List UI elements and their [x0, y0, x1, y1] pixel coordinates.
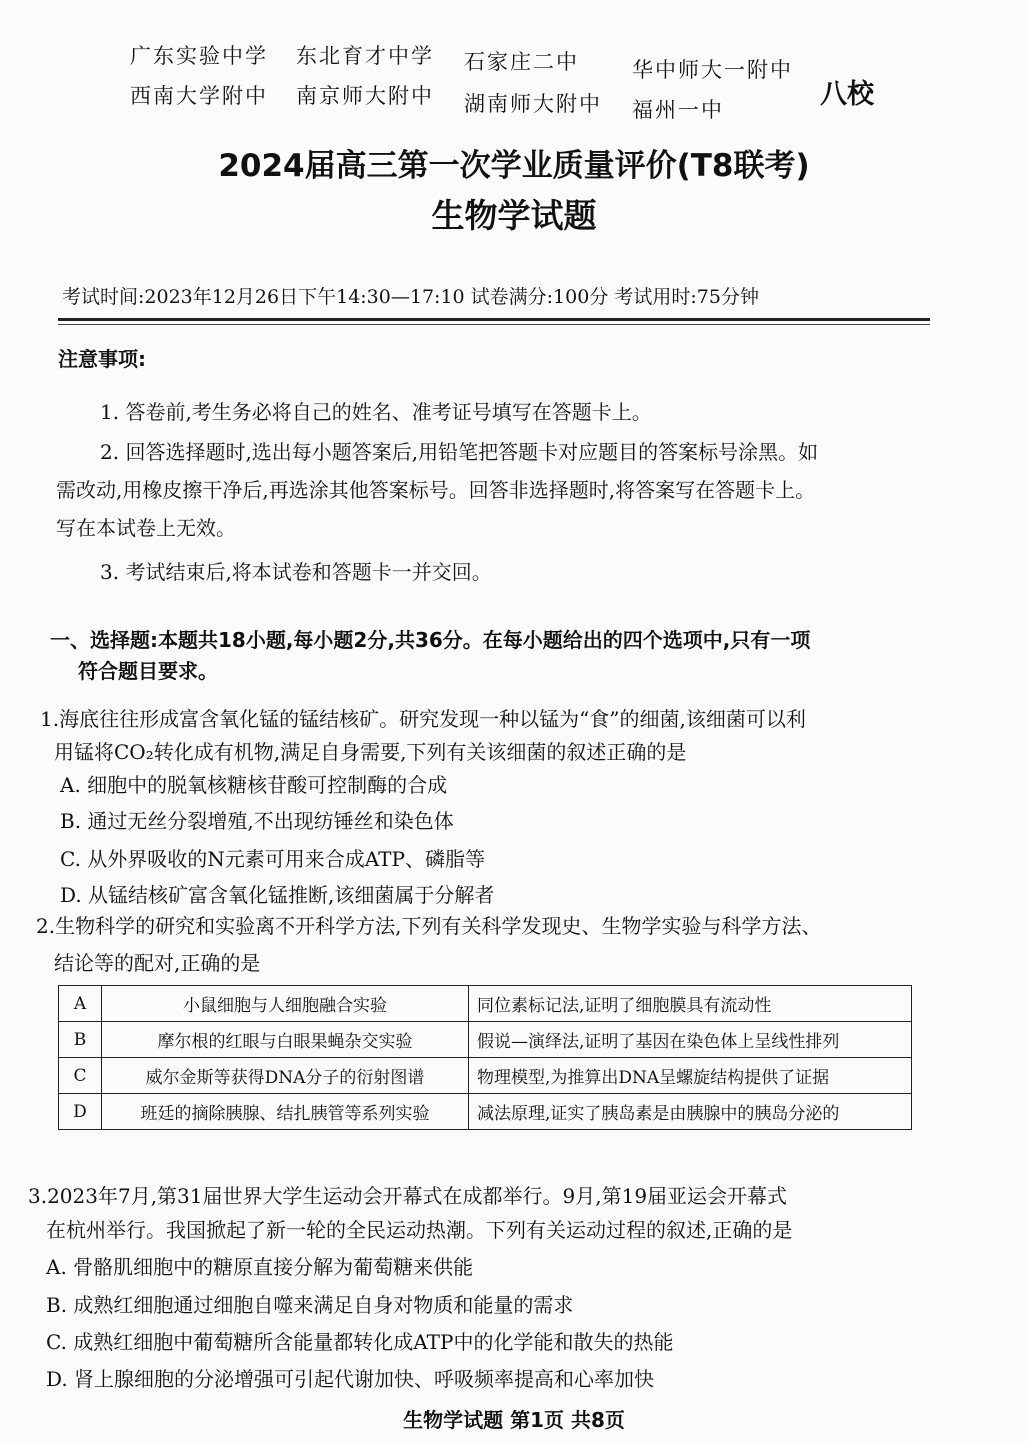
- option-letter: B: [59, 1022, 102, 1058]
- table-row: [59, 1058, 912, 1094]
- experiment-cell: 小鼠细胞与人细胞融合实验: [102, 986, 469, 1022]
- experiment-cell: 威尔金斯等获得DNA分子的衍射图谱: [102, 1058, 469, 1094]
- answer-option: B. 成熟红细胞通过细胞自噬来满足自身对物质和能量的需求: [46, 1293, 574, 1317]
- option-letter: C: [59, 1058, 102, 1094]
- question-stem: 3.2023年7月,第31届世界大学生运动会开幕式在成都举行。9月,第19届亚运会开幕式: [28, 1184, 788, 1208]
- school-name: 石家庄二中: [464, 50, 579, 74]
- notice-item: 写在本试卷上无效。: [56, 516, 236, 540]
- answer-option: C. 成熟红细胞中葡萄糖所含能量都转化成ATP中的化学能和散失的热能: [46, 1330, 674, 1354]
- school-name: 湖南师大附中: [464, 92, 602, 116]
- question-stem: 在杭州举行。我国掀起了新一轮的全民运动热潮。下列有关运动过程的叙述,正确的是: [46, 1218, 793, 1242]
- answer-option: B. 通过无丝分裂增殖,不出现纺锤丝和染色体: [60, 809, 454, 833]
- exam-info: 考试时间:2023年12月26日下午14:30—17:10 试卷满分:100分 考试用时:75分钟: [62, 286, 759, 308]
- q2-table: [58, 985, 912, 1130]
- experiment-cell: 摩尔根的红眼与白眼果蝇杂交实验: [102, 1022, 469, 1058]
- school-name: 西南大学附中: [130, 84, 268, 108]
- answer-option: A. 骨骼肌细胞中的糖原直接分解为葡萄糖来供能: [46, 1255, 474, 1279]
- question-stem: 结论等的配对,正确的是: [54, 951, 261, 975]
- question-stem: 1.海底往往形成富含氧化锰的锰结核矿。研究发现一种以锰为“食”的细菌,该细菌可以利: [40, 707, 806, 731]
- answer-option: C. 从外界吸收的N元素可用来合成ATP、磷脂等: [60, 847, 485, 871]
- notice-item: 2. 回答选择题时,选出每小题答案后,用铅笔把答题卡对应题目的答案标号涂黑。如: [100, 440, 819, 464]
- method-cell: 假说—演绎法,证明了基因在染色体上呈线性排列: [469, 1022, 912, 1058]
- option-letter: A: [59, 986, 102, 1022]
- notice-item: 3. 考试结束后,将本试卷和答题卡一并交回。: [100, 560, 492, 584]
- section-heading-cont: 符合题目要求。: [78, 659, 218, 683]
- answer-option: D. 从锰结核矿富含氧化锰推断,该细菌属于分解者: [60, 883, 495, 907]
- school-name: 广东实验中学: [130, 44, 268, 68]
- question-stem: 用锰将CO₂转化成有机物,满足自身需要,下列有关该细菌的叙述正确的是: [54, 740, 687, 764]
- page-footer: 生物学试题 第1页 共8页: [403, 1408, 625, 1432]
- method-cell: 减法原理,证实了胰岛素是由胰腺中的胰岛分泌的: [469, 1094, 912, 1130]
- method-cell: 物理模型,为推算出DNA呈螺旋结构提供了证据: [469, 1058, 912, 1094]
- school-name: 南京师大附中: [296, 84, 434, 108]
- table-row: [59, 986, 912, 1022]
- notice-item: 1. 答卷前,考生务必将自己的姓名、准考证号填写在答题卡上。: [100, 400, 652, 424]
- answer-option: D. 肾上腺细胞的分泌增强可引起代谢加快、呼吸频率提高和心率加快: [46, 1367, 655, 1391]
- eight-schools-badge: 八校: [820, 79, 874, 110]
- method-cell: 同位素标记法,证明了细胞膜具有流动性: [469, 986, 912, 1022]
- experiment-cell: 班廷的摘除胰腺、结扎胰管等系列实验: [102, 1094, 469, 1130]
- header-rule: [58, 318, 930, 321]
- table-row: [59, 1022, 912, 1058]
- notice-heading: 注意事项:: [58, 347, 146, 371]
- notice-item: 需改动,用橡皮擦干净后,再选涂其他答案标号。回答非选择题时,将答案写在答题卡上。: [56, 478, 816, 502]
- exam-title: 2024届高三第一次学业质量评价(T8联考): [218, 148, 810, 184]
- header-rule-thin: [58, 324, 930, 325]
- question-stem: 2.生物科学的研究和实验离不开科学方法,下列有关科学发现史、生物学实验与科学方法、: [36, 914, 822, 938]
- school-name: 东北育才中学: [296, 44, 434, 68]
- school-name: 华中师大一附中: [632, 58, 793, 82]
- option-letter: D: [59, 1094, 102, 1130]
- answer-option: A. 细胞中的脱氧核糖核苷酸可控制酶的合成: [60, 773, 448, 797]
- exam-subtitle: 生物学试题: [431, 196, 597, 235]
- school-name: 福州一中: [632, 98, 724, 122]
- section-heading: 一、选择题:本题共18小题,每小题2分,共36分。在每小题给出的四个选项中,只有一项: [50, 628, 811, 652]
- table-row: [59, 1094, 912, 1130]
